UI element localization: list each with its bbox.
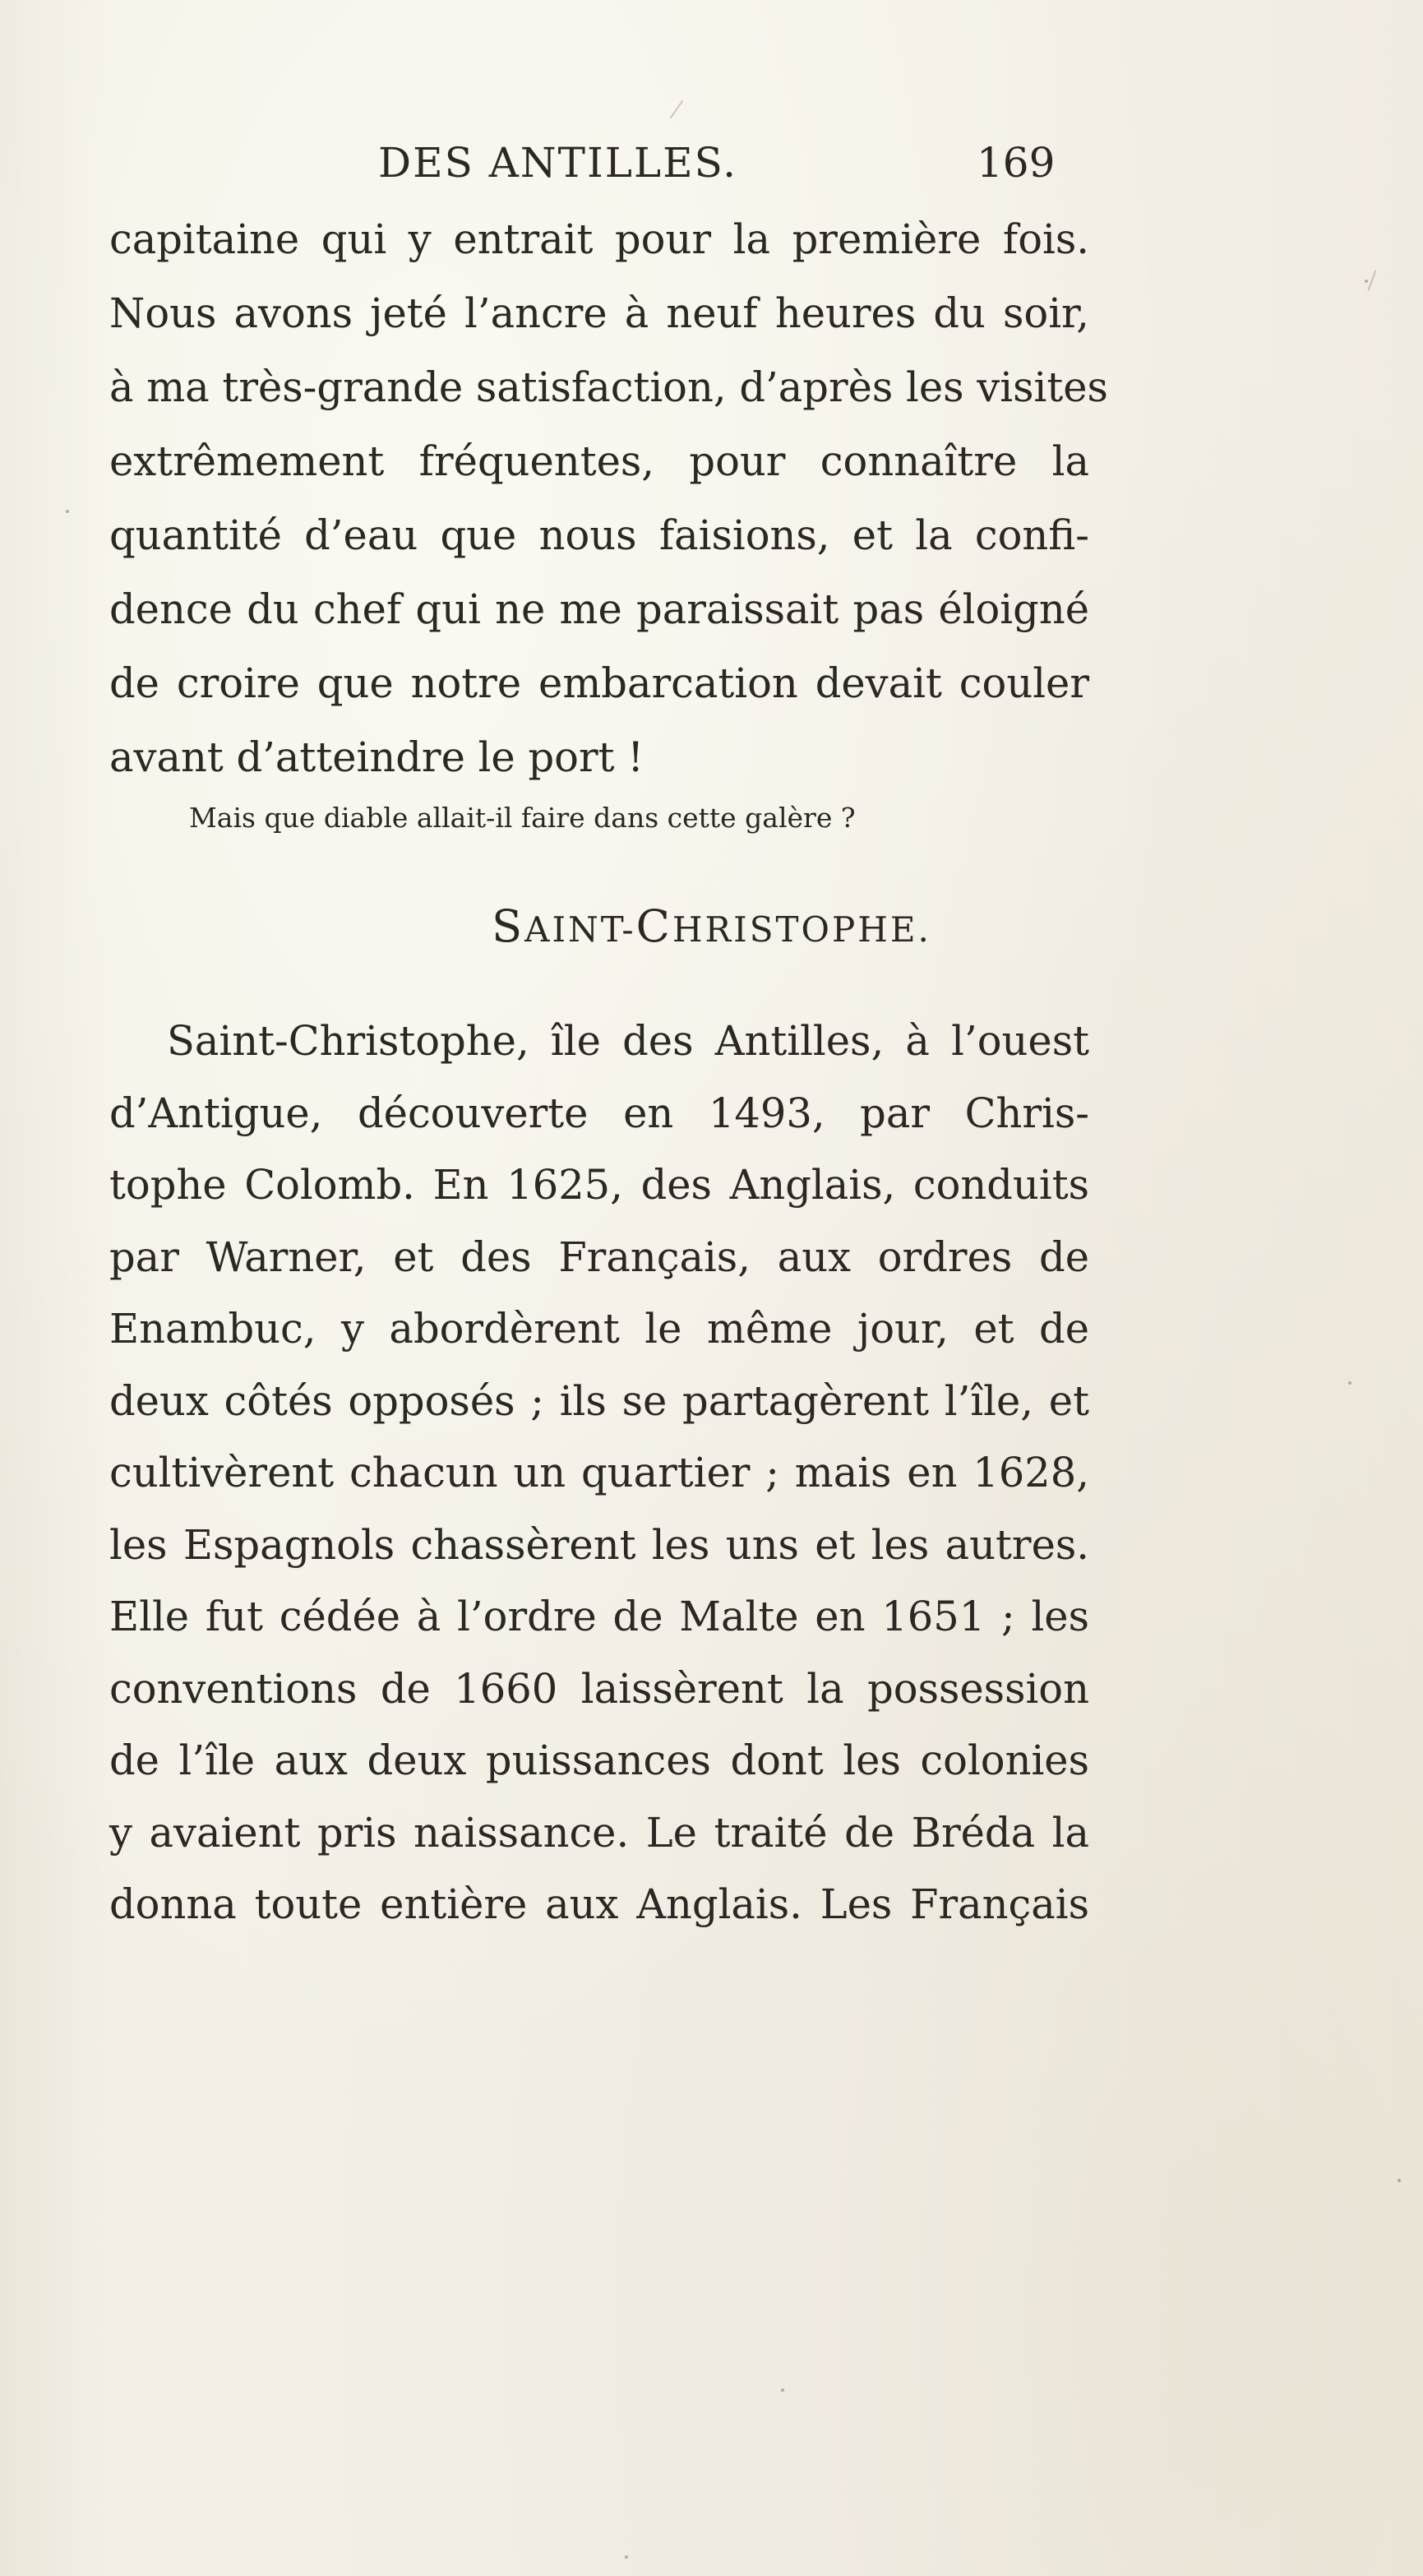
text-line: de l’île aux deux puissances dont les colonies — [109, 1737, 1089, 1784]
text-line: deux côtés opposés ; ils se partagèrent l’île, et — [109, 1376, 1089, 1425]
text-line: à ma très-grande satisfaction, d’après les visites — [109, 363, 1108, 411]
text-line: de croire que notre embarcation devait couler — [109, 659, 1089, 707]
heading-initial: C — [635, 900, 672, 952]
text-line: Elle fut cédée à l’ordre de Malte en 1651 ; les — [109, 1593, 1089, 1640]
text-line: par Warner, et des Français, aux ordres de — [109, 1233, 1089, 1281]
paper-speck — [781, 2389, 784, 2392]
text-line: tophe Colomb. En 1625, des Anglais, conduits — [109, 1161, 1089, 1209]
text-line: d’Antigue, découverte en 1493, par Chris- — [109, 1089, 1089, 1137]
text-line: Saint-Christophe, île des Antilles, à l’ouest — [167, 1017, 1089, 1065]
text-line: conventions de 1660 laissèrent la possession — [109, 1664, 1089, 1713]
paper-speck — [1365, 280, 1368, 283]
text-line: quantité d’eau que nous faisions, et la confi- — [109, 511, 1089, 559]
text-line: Nous avons jeté l’ancre à neuf heures du soir, — [109, 289, 1089, 337]
paper-speck — [66, 510, 69, 513]
running-title: DES ANTILLES. — [378, 139, 737, 187]
text-line: extrêmement fréquentes, pour connaître la — [109, 437, 1089, 485]
text-line: cultivèrent chacun un quartier ; mais en 1628, — [109, 1449, 1089, 1496]
heading-initial: S — [492, 900, 525, 952]
page-number: 169 — [977, 139, 1056, 187]
paper-mark — [670, 100, 684, 118]
text-line: donna toute entière aux Anglais. Les Français — [109, 1880, 1089, 1928]
paper-speck — [1348, 1381, 1351, 1385]
text-line: y avaient pris naissance. Le traité de Bréda la — [109, 1808, 1089, 1857]
text-line: dence du chef qui ne me paraissait pas éloigné — [109, 585, 1089, 633]
text-line: avant d’atteindre le port ! — [109, 733, 645, 781]
paper-speck — [1398, 2179, 1401, 2182]
paper-mark — [1368, 270, 1377, 290]
quotation: Mais que diable allait-il faire dans cette galère ? — [189, 802, 856, 834]
heading-part: AINT- — [524, 909, 636, 950]
page-header — [0, 130, 1423, 196]
paper-speck — [625, 2555, 628, 2559]
paragraph-saint-christophe — [109, 1006, 1089, 1941]
text-line: Enambuc, y abordèrent le même jour, et de — [109, 1305, 1089, 1353]
text-line: capitaine qui y entrait pour la première fois. — [109, 215, 1089, 263]
heading-part: HRISTOPHE. — [672, 909, 931, 950]
paragraph-continued — [109, 202, 1108, 794]
section-heading — [0, 898, 1423, 959]
text-line: les Espagnols chassèrent les uns et les autres. — [109, 1520, 1089, 1569]
